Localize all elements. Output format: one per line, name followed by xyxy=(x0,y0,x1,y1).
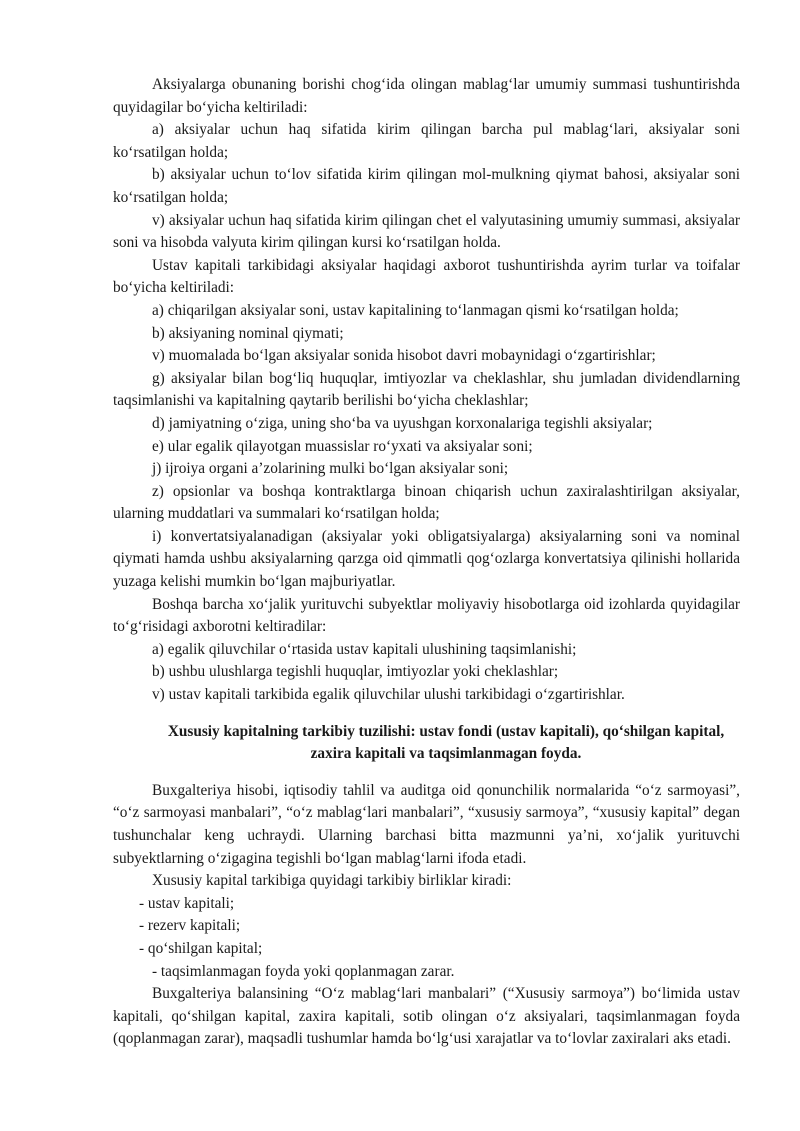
paragraph: Buxgalteriya hisobi, iqtisodiy tahlil va auditga oid qonunchilik normalarida “o‘z sarmoyasi”, “o‘z sarmoyasi manbalari”, “o‘z mablag‘lari manbalari”, “xususiy sarmoya”, “xususiy kapital” degan tushunchalar keng uchraydi. Ularning barchasi bitta mazmunni ya’ni, xo‘jalik yurituvchi subyektlarning o‘zigagina tegishli bo‘lgan mablag‘larni ifoda etadi. xyxy=(113,781,740,867)
section-heading: Xususiy kapitalning tarkibiy tuzilishi: ustav fondi (ustav kapitali), qo‘shilgan kapital, zaxira kapitali va taqsimlanmagan foyda. xyxy=(167,722,725,763)
paragraph: Aksiyalarga obunaning borishi chog‘ida olingan mablag‘lar umumiy summasi tushuntirishda quyidagilar bo‘yicha keltiriladi: xyxy=(113,76,740,116)
paragraph: a) egalik qiluvchilar o‘rtasida ustav kapitali ulushining taqsimlanishi; xyxy=(152,640,577,658)
paragraph: Xususiy kapital tarkibiga quyidagi tarkibiy birliklar kiradi: xyxy=(152,872,512,890)
paragraph: i) konvertatsiyalanadigan (aksiyalar yoki obligatsiyalarga) aksiyalarning soni va nominal qiymati hamda ushbu aksiyalarning qarzga oid qimmatli qog‘ozlarga konvertatsiya qilinishi hollarida yuzaga kelishi mumkin bo‘lgan majburiyatlar. xyxy=(113,527,740,591)
paragraph: v) muomalada bo‘lgan aksiyalar sonida hisobot davri mobaynidagi o‘zgartirishlar; xyxy=(152,347,656,365)
paragraph: Buxgalteriya balansining “O‘z mablag‘lari manbalari” (“Xususiy sarmoya”) bo‘limida ustav kapitali, qo‘shilgan kapital, zaxira kapitali, sotib olingan o‘z aksiyalari, taqsimlanmagan foyda (qoplanmagan zarar), maqsadli tushumlar hamda bo‘lg‘usi xarajatlar va to‘lovlar zaxiralari aks etadi. xyxy=(113,985,740,1048)
paragraph: Ustav kapitali tarkibidagi aksiyalar haqidagi axborot tushuntirishda ayrim turlar va toifalar bo‘yicha keltiriladi: xyxy=(113,256,740,297)
paragraph: z) opsionlar va boshqa kontraktlarga binoan chiqarish uchun zaxiralashtirilgan aksiyalar, ularning muddatlari va summalari ko‘rsatilgan holda; xyxy=(113,482,740,523)
list-item: - taqsimlanmagan foyda yoki qoplanmagan zarar. xyxy=(152,962,455,980)
list-item: - qo‘shilgan kapital; xyxy=(139,939,263,957)
document-page xyxy=(113,74,740,1051)
paragraph: g) aksiyalar bilan bog‘liq huquqlar, imtiyozlar va cheklashlar, shu jumladan dividendlarning taqsimlanishi va kapitalning qaytarib berilishi bo‘yicha cheklashlar; xyxy=(113,369,740,410)
paragraph: b) aksiyalar uchun to‘lov sifatida kirim qilingan mol-mulkning qiymat bahosi, aksiyalar soni ko‘rsatilgan holda; xyxy=(113,166,740,206)
spacer xyxy=(113,766,740,780)
paragraph: e) ular egalik qilayotgan muassislar ro‘yxati va aksiyalar soni; xyxy=(152,437,533,455)
paragraph: Boshqa barcha xo‘jalik yurituvchi subyektlar moliyaviy hisobotlarga oid izohlarda quyidagilar to‘g‘risidagi axborotni keltiradilar: xyxy=(113,595,740,636)
list-item: - rezerv kapitali; xyxy=(139,917,241,935)
paragraph: b) aksiyaning nominal qiymati; xyxy=(152,324,344,342)
list-item: - ustav kapitali; xyxy=(139,894,235,912)
paragraph: d) jamiyatning o‘ziga, uning sho‘ba va uyushgan korxonalariga tegishli aksiyalar; xyxy=(152,414,653,432)
spacer xyxy=(113,707,740,721)
paragraph: v) aksiyalar uchun haq sifatida kirim qilingan chet el valyutasining umumiy summasi, aksiyalar soni va hisobda valyuta kirim qilingan kursi ko‘rsatilgan holda. xyxy=(113,211,740,252)
paragraph: j) ijroiya organi a’zolarining mulki bo‘lgan aksiyalar soni; xyxy=(152,460,509,478)
paragraph: a) chiqarilgan aksiyalar soni, ustav kapitalining to‘lanmagan qismi ko‘rsatilgan holda; xyxy=(152,301,679,319)
paragraph: a) aksiyalar uchun haq sifatida kirim qilingan barcha pul mablag‘lari, aksiyalar soni ko‘rsatilgan holda; xyxy=(113,121,740,161)
paragraph: v) ustav kapitali tarkibida egalik qiluvchilar ulushi tarkibidagi o‘zgartirishlar. xyxy=(152,686,625,704)
paragraph: b) ushbu ulushlarga tegishli huquqlar, imtiyozlar yoki cheklashlar; xyxy=(152,663,559,681)
